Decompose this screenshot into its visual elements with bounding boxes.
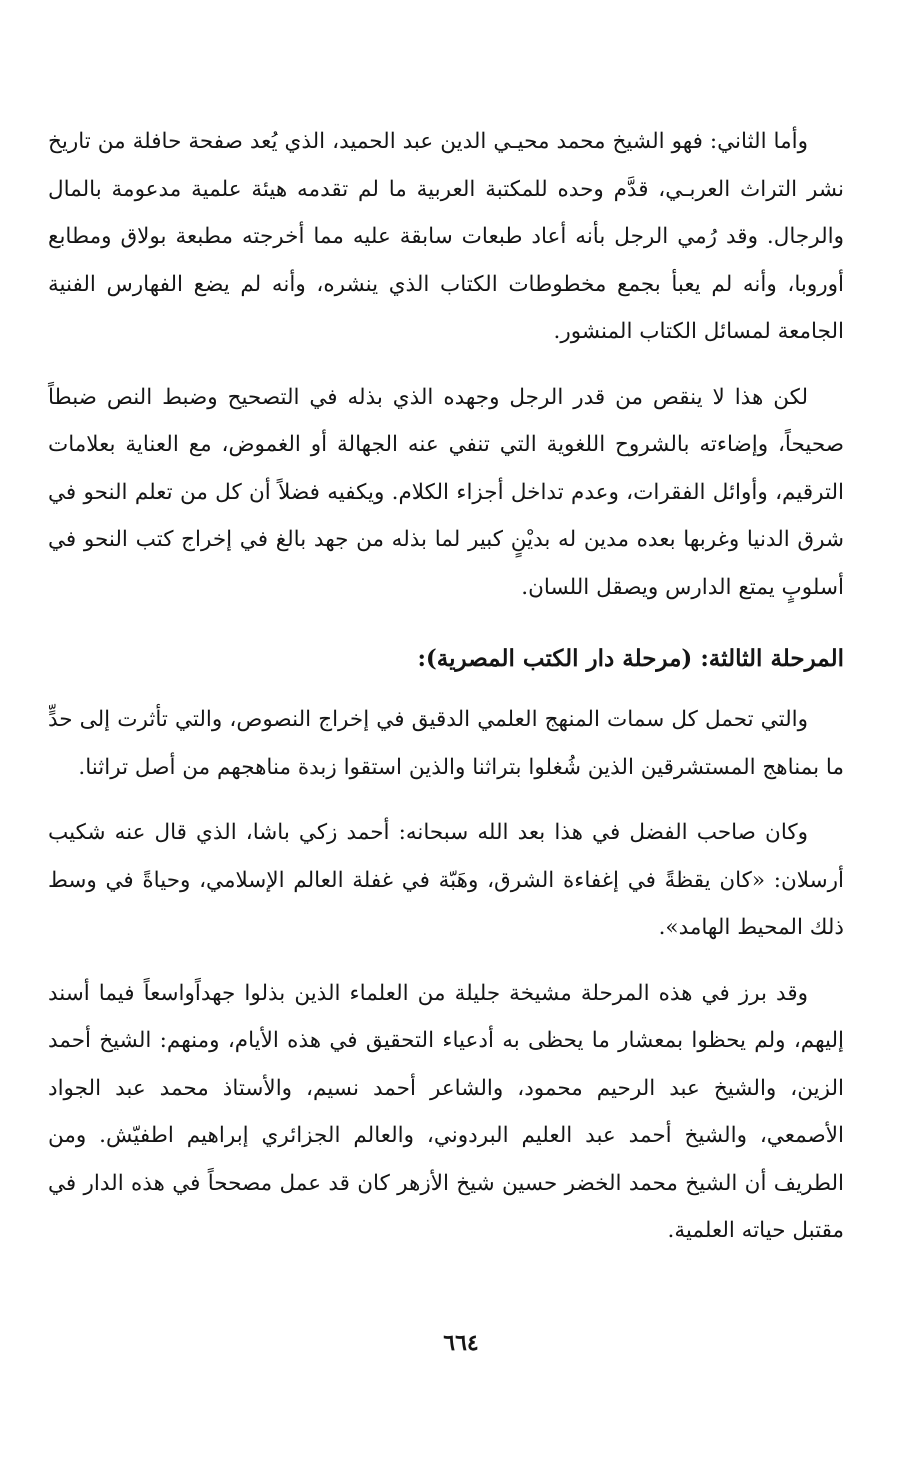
paragraph-scholars: وقد برز في هذه المرحلة مشيخة جليلة من العلماء الذين بذلوا جهداًواسعاً فيما أسند إليهم، ولم يحظوا بمعشار ما يحظى به أدعياء التحقيق في هذه الأيام، ومنهم: الشيخ أحمد الزين، والشيخ عبد الرحيم محمود، والشاعر أحمد نسيم، والأستاذ محمد عبد الجواد الأصمعي، والشيخ أحمد عبد العليم البردوني، والعالم الجزائري إبراهيم اطفيّش. ومن الطريف أن الشيخ محمد الخضر حسين شيخ الأزهر كان قد عمل مصححاً في هذه الدار في مقتبل حياته العلمية. — [48, 980, 844, 1243]
paragraph-gap — [48, 611, 844, 629]
page-number: ٦٦٤ — [443, 1330, 479, 1356]
paragraph-ahmad-zaki: وكان صاحب الفضل في هذا بعد الله سبحانه: أحمد زكي باشا، الذي قال عنه شكيب أرسلان: «كان يقظةً في إغفاءة الشرق، وهَبّة في غفلة العالم الإسلامي، وحياةً في وسط ذلك المحيط الهامد». — [48, 820, 844, 940]
paragraph-gap — [48, 952, 844, 970]
paragraph-gap — [48, 356, 844, 374]
page-body — [48, 118, 844, 1255]
paragraph-second-sheikh: وأما الثاني: فهو الشيخ محمد محيـي الدين عبد الحميد، الذي يُعد صفحة حافلة من تاريخ نشر التراث العربـي، قدَّم وحده للمكتبة العربية ما لم تقدمه هيئة علمية مدعومة بالمال والرجال. وقد رُمي الرجل بأنه أعاد طبعات سابقة عليه مما أخرجته مطبعة بولاق ومطابع أوروبا، وأنه لم يعبأ بجمع مخطوطات الكتاب الذي ينشره، وأنه لم يضع الفهارس الفنية الجامعة لمسائل الكتاب المنشور. — [48, 129, 844, 344]
section-heading: المرحلة الثالثة: (مرحلة دار الكتب المصرية): — [417, 645, 844, 672]
paragraph-methodology: والتي تحمل كل سمات المنهج العلمي الدقيق في إخراج النصوص، والتي تأثرت إلى حدٍّ ما بمناهج المستشرقين الذين شُغلوا بتراثنا والذين استقوا زبدة مناهجهم من أصل تراثنا. — [48, 707, 844, 780]
paragraph-praise: لكن هذا لا ينقص من قدر الرجل وجهده الذي بذله في التصحيح وضبط النص ضبطاً صحيحاً، وإضاءته بالشروح اللغوية التي تنفي عنه الجهالة أو الغموض، مع العناية بعلامات الترقيم، وأوائل الفقرات، وعدم تداخل أجزاء الكلام. ويكفيه فضلاً أن كل من تعلم النحو في شرق الدنيا وغربها بعده مدين له بديْنٍ كبير لما بذله من جهد بالغ في إخراج كتب النحو في أسلوبٍ يمتع الدارس ويصقل اللسان. — [48, 384, 844, 600]
paragraph-gap — [48, 791, 844, 809]
